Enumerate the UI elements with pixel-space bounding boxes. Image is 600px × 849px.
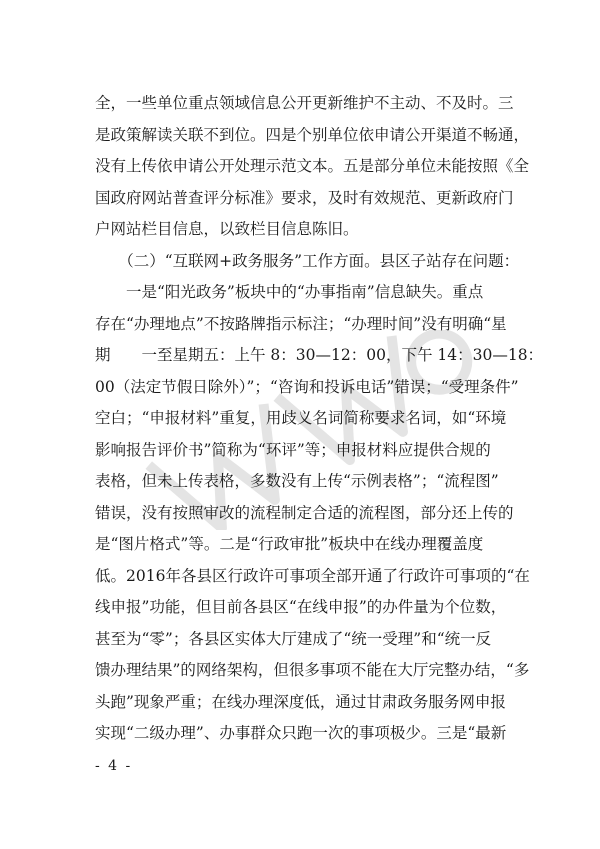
- text-line: 表格，但未上传表格，多数没有上传“示例表格”；“流程图”: [95, 472, 499, 490]
- page-number: - 4 -: [95, 758, 133, 774]
- section-heading: （二）“互联网+政务服务”工作方面。县区子站存在问题：: [95, 251, 520, 270]
- text-line: 户网站栏目信息，以致栏目信息陈旧。: [95, 220, 359, 238]
- body-text: [95, 88, 544, 750]
- text-line: 国政府网站普查评分标准》要求，及时有效规范、更新政府门: [95, 188, 514, 207]
- text-line: 影响报告评价书”简称为“环评”等；申报材料应提供合规的: [95, 440, 491, 459]
- text-line: 错误，没有按照审改的流程制定合适的流程图，部分还上传的: [95, 503, 514, 522]
- text-line: 甚至为“零”；各县区实体大厅建成了“统一受理”和“统一反: [95, 629, 492, 648]
- text-line: 没有上传依申请公开处理示范文本。五是部分单位未能按照《全: [95, 157, 530, 175]
- text-line: 期 一至星期五：上午 8：30—12：00，下午 14：30—18：: [95, 346, 544, 364]
- text-line: 低。2016年各县区行政许可事项全部开通了行政许可事项的“在: [95, 566, 530, 585]
- text-line: 馈办理结果”的网络架构，但很多事项不能在大厅完整办结，“多: [95, 661, 530, 679]
- text-line: 实现“二级办理”、办事群众只跑一次的事项极少。三是“最新: [95, 724, 507, 742]
- text-line: 是“图片格式”等。二是“行政审批”板块中在线办理覆盖度: [95, 535, 484, 553]
- text-line: 头跑”现象严重；在线办理深度低，通过甘肃政务服务网申报: [95, 692, 506, 711]
- text-line: 全，一些单位重点领域信息公开更新维护不主动、不及时。三: [95, 94, 514, 112]
- text-line: 是政策解读关联不到位。四是个别单位依申请公开渠道不畅通，: [95, 125, 530, 144]
- text-line: 00（法定节假日除外）”；“咨询和投诉电话”错误；“受理条件”: [95, 377, 519, 396]
- text-line: 线申报”功能，但目前各县区“在线申报”的办件量为个位数，: [95, 598, 507, 616]
- text-line: 空白；“申报材料”重复，用歧义名词简称要求名词，如“环境: [95, 409, 507, 427]
- text-line: 一是“阳光政务”板块中的“办事指南”信息缺失。重点: [95, 283, 484, 301]
- text-line: 存在“办理地点”不按路牌指示标注；“办理时间”没有明确“星: [95, 314, 507, 333]
